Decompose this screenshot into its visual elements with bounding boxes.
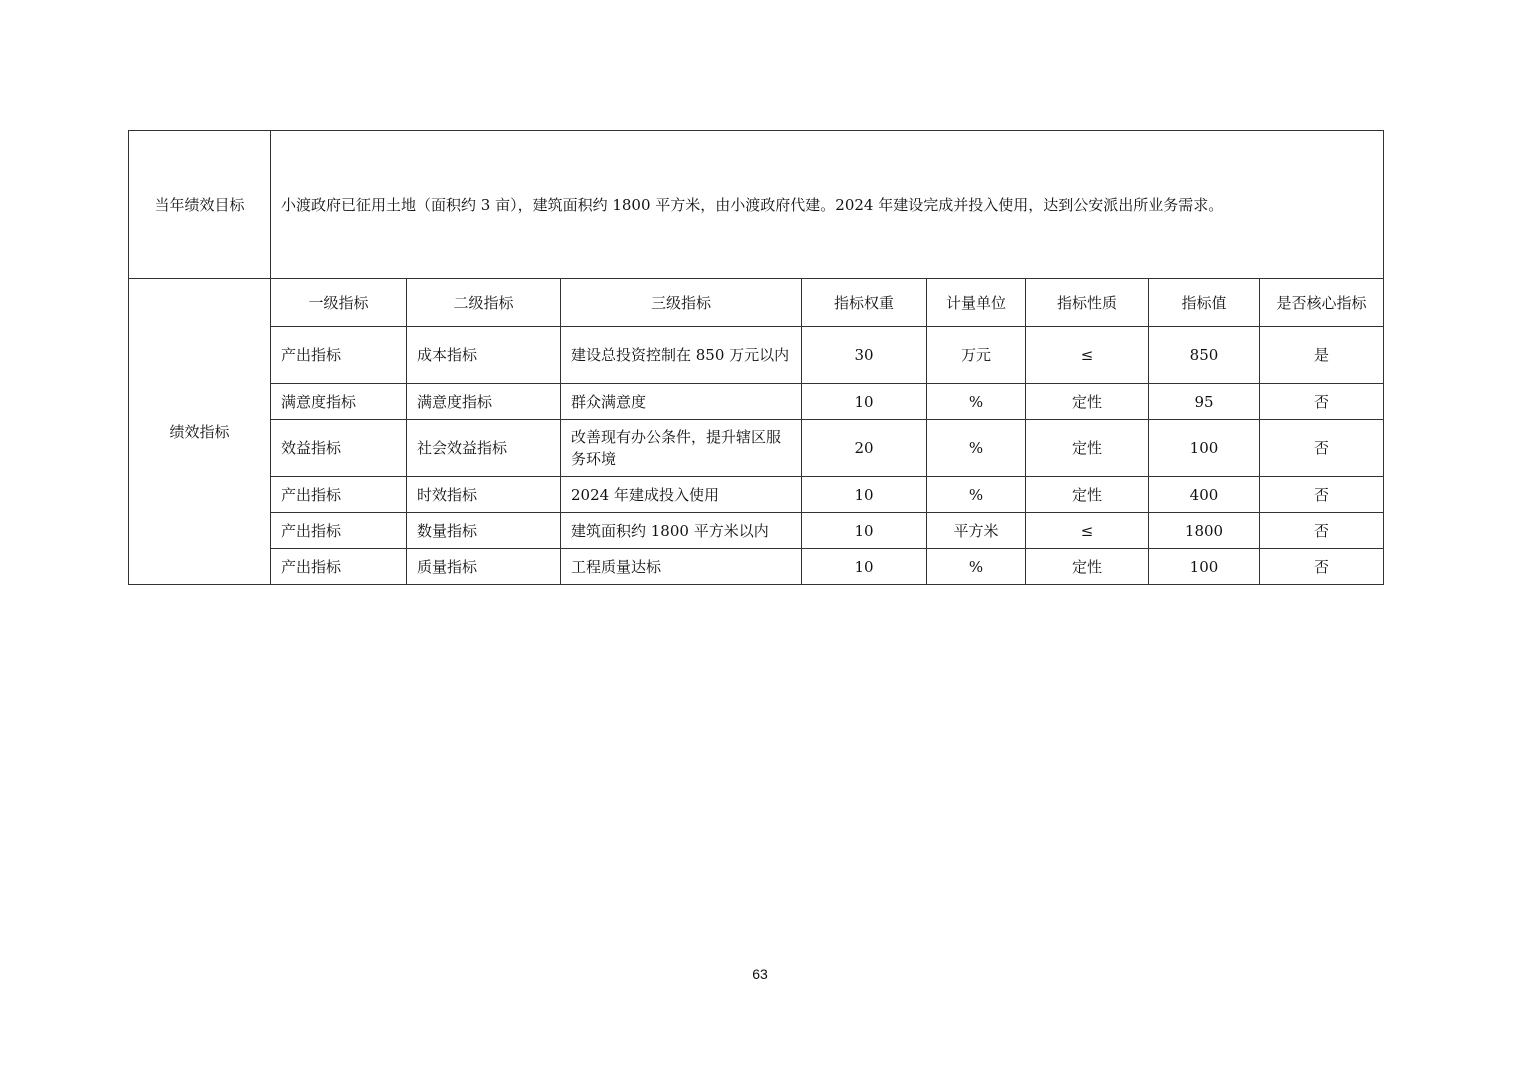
header-nature: 指标性质 [1026,279,1149,327]
cell-level1: 效益指标 [271,420,407,477]
cell-level2: 数量指标 [407,513,561,549]
table-row [129,513,1384,549]
cell-value: 850 [1149,327,1260,384]
cell-level1: 产出指标 [271,327,407,384]
table-header-row [129,279,1384,327]
cell-unit: 万元 [927,327,1026,384]
cell-core: 否 [1260,513,1384,549]
cell-unit: 平方米 [927,513,1026,549]
cell-level3: 改善现有办公条件，提升辖区服务环境 [561,420,802,477]
cell-value: 100 [1149,420,1260,477]
cell-value: 1800 [1149,513,1260,549]
table-row [129,420,1384,477]
cell-level1: 产出指标 [271,549,407,585]
cell-level3: 建筑面积约 1800 平方米以内 [561,513,802,549]
cell-level1: 产出指标 [271,477,407,513]
cell-level3: 群众满意度 [561,384,802,420]
cell-level1: 满意度指标 [271,384,407,420]
cell-nature: 定性 [1026,420,1149,477]
goal-label: 当年绩效目标 [129,131,271,279]
cell-unit: % [927,549,1026,585]
cell-nature: ≤ [1026,513,1149,549]
cell-level2: 满意度指标 [407,384,561,420]
goal-text: 小渡政府已征用土地（面积约 3 亩），建筑面积约 1800 平方米，由小渡政府代建。2024 年建设完成并投入使用，达到公安派出所业务需求。 [271,131,1384,279]
cell-weight: 10 [802,477,927,513]
cell-weight: 30 [802,327,927,384]
cell-core: 是 [1260,327,1384,384]
cell-weight: 20 [802,420,927,477]
header-value: 指标值 [1149,279,1260,327]
cell-nature: ≤ [1026,327,1149,384]
cell-level1: 产出指标 [271,513,407,549]
header-level1: 一级指标 [271,279,407,327]
cell-level3: 工程质量达标 [561,549,802,585]
cell-core: 否 [1260,384,1384,420]
cell-weight: 10 [802,384,927,420]
cell-level2: 成本指标 [407,327,561,384]
cell-level3: 建设总投资控制在 850 万元以内 [561,327,802,384]
cell-unit: % [927,384,1026,420]
cell-value: 95 [1149,384,1260,420]
table-row [129,327,1384,384]
goal-row [129,131,1384,279]
header-core: 是否核心指标 [1260,279,1384,327]
cell-nature: 定性 [1026,549,1149,585]
table-row [129,384,1384,420]
header-level2: 二级指标 [407,279,561,327]
header-unit: 计量单位 [927,279,1026,327]
cell-level2: 时效指标 [407,477,561,513]
cell-nature: 定性 [1026,477,1149,513]
cell-core: 否 [1260,420,1384,477]
cell-core: 否 [1260,477,1384,513]
cell-nature: 定性 [1026,384,1149,420]
header-level3: 三级指标 [561,279,802,327]
cell-unit: % [927,477,1026,513]
cell-value: 400 [1149,477,1260,513]
cell-weight: 10 [802,549,927,585]
cell-value: 100 [1149,549,1260,585]
performance-table [128,130,1384,585]
cell-core: 否 [1260,549,1384,585]
table-row [129,549,1384,585]
header-weight: 指标权重 [802,279,927,327]
table-row [129,477,1384,513]
cell-unit: % [927,420,1026,477]
cell-weight: 10 [802,513,927,549]
cell-level3: 2024 年建成投入使用 [561,477,802,513]
cell-level2: 质量指标 [407,549,561,585]
indicators-label: 绩效指标 [129,279,271,585]
cell-level2: 社会效益指标 [407,420,561,477]
page-number: 63 [752,966,768,982]
